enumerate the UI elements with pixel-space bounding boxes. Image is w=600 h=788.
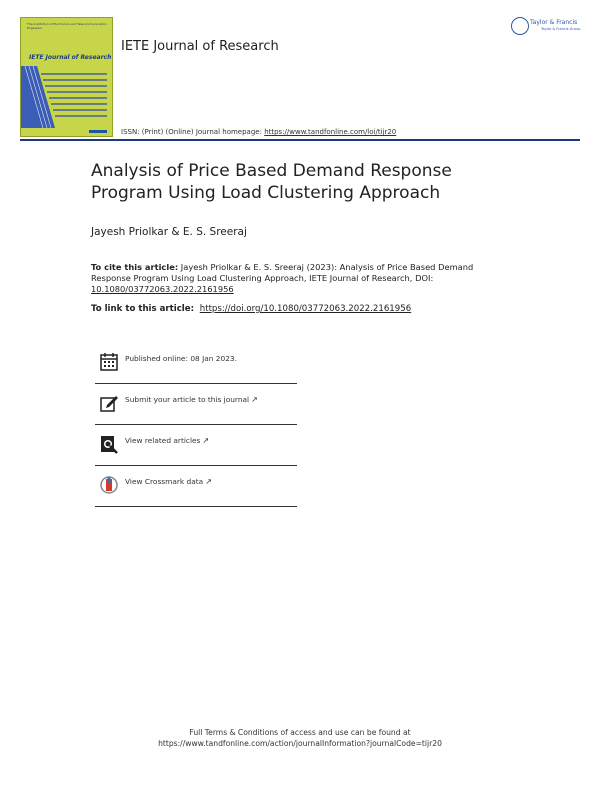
external-link-icon: ↗	[205, 477, 212, 486]
info-divider	[95, 465, 297, 466]
terms-footer	[0, 727, 600, 749]
cite-label: To cite this article:	[91, 262, 179, 272]
article-link-line	[91, 304, 411, 314]
crossmark-item[interactable]	[95, 475, 297, 516]
related-search-icon	[99, 434, 119, 454]
publisher-logo-text: Taylor & Francis	[530, 19, 578, 26]
citation-block	[91, 262, 491, 295]
journal-cover-image	[20, 17, 113, 137]
published-online-item	[95, 352, 297, 393]
article-title: Analysis of Price Based Demand Response Program Using Load Clustering Approach	[91, 161, 452, 203]
journal-homepage-link[interactable]: https://www.tandfonline.com/loi/tijr20	[264, 128, 397, 136]
submit-article-text: Submit your article to this journal	[125, 395, 250, 404]
publisher-logo-icon	[511, 17, 529, 35]
cover-footer-bar	[89, 130, 107, 133]
related-articles-text: View related articles	[125, 436, 201, 445]
crossmark-icon	[99, 475, 119, 495]
publisher-logo	[511, 17, 583, 37]
cover-top-text: The Institution of Electronics and Telecommunication Engineers	[27, 22, 107, 30]
terms-text: Full Terms & Conditions of access and use can be found at	[189, 728, 411, 737]
related-articles-link[interactable]	[125, 436, 209, 445]
info-divider	[95, 506, 297, 507]
cover-brand: IETE Journal of Research	[29, 54, 112, 61]
article-doi-link[interactable]: https://doi.org/10.1080/03772063.2022.2161956	[199, 304, 412, 314]
link-label: To link to this article:	[91, 304, 195, 314]
terms-link[interactable]: https://www.tandfonline.com/action/journalInformation?journalCode=tijr20	[158, 739, 442, 748]
issn-label: ISSN: (Print) (Online) Journal homepage:	[121, 128, 262, 136]
cite-text: Jayesh Priolkar & E. S. Sreeraj (2023): Analysis of Price Based Demand Response Program Using Load Clustering Approach, IETE Journal of Research, DOI:	[91, 262, 474, 283]
external-link-icon: ↗	[202, 436, 210, 445]
submit-article-item[interactable]	[95, 393, 297, 434]
related-articles-item[interactable]	[95, 434, 297, 475]
info-divider	[95, 424, 297, 425]
calendar-icon	[99, 352, 119, 372]
publisher-logo-subtext: Taylor & Francis Group	[541, 27, 581, 31]
article-authors[interactable]: Jayesh Priolkar & E. S. Sreeraj	[91, 226, 247, 238]
journal-name: IETE Journal of Research	[121, 39, 279, 54]
published-online-text: Published online: 08 Jan 2023.	[125, 354, 237, 363]
crossmark-link[interactable]	[125, 477, 212, 486]
cite-doi-link[interactable]: 10.1080/03772063.2022.2161956	[91, 284, 234, 294]
issn-line	[121, 128, 396, 136]
crossmark-text: View Crossmark data	[125, 477, 204, 486]
header-divider	[20, 139, 580, 141]
cover-stripes	[21, 66, 112, 128]
edit-icon	[99, 393, 119, 413]
submit-article-link[interactable]	[125, 395, 258, 404]
external-link-icon: ↗	[251, 395, 258, 404]
info-divider	[95, 383, 297, 384]
